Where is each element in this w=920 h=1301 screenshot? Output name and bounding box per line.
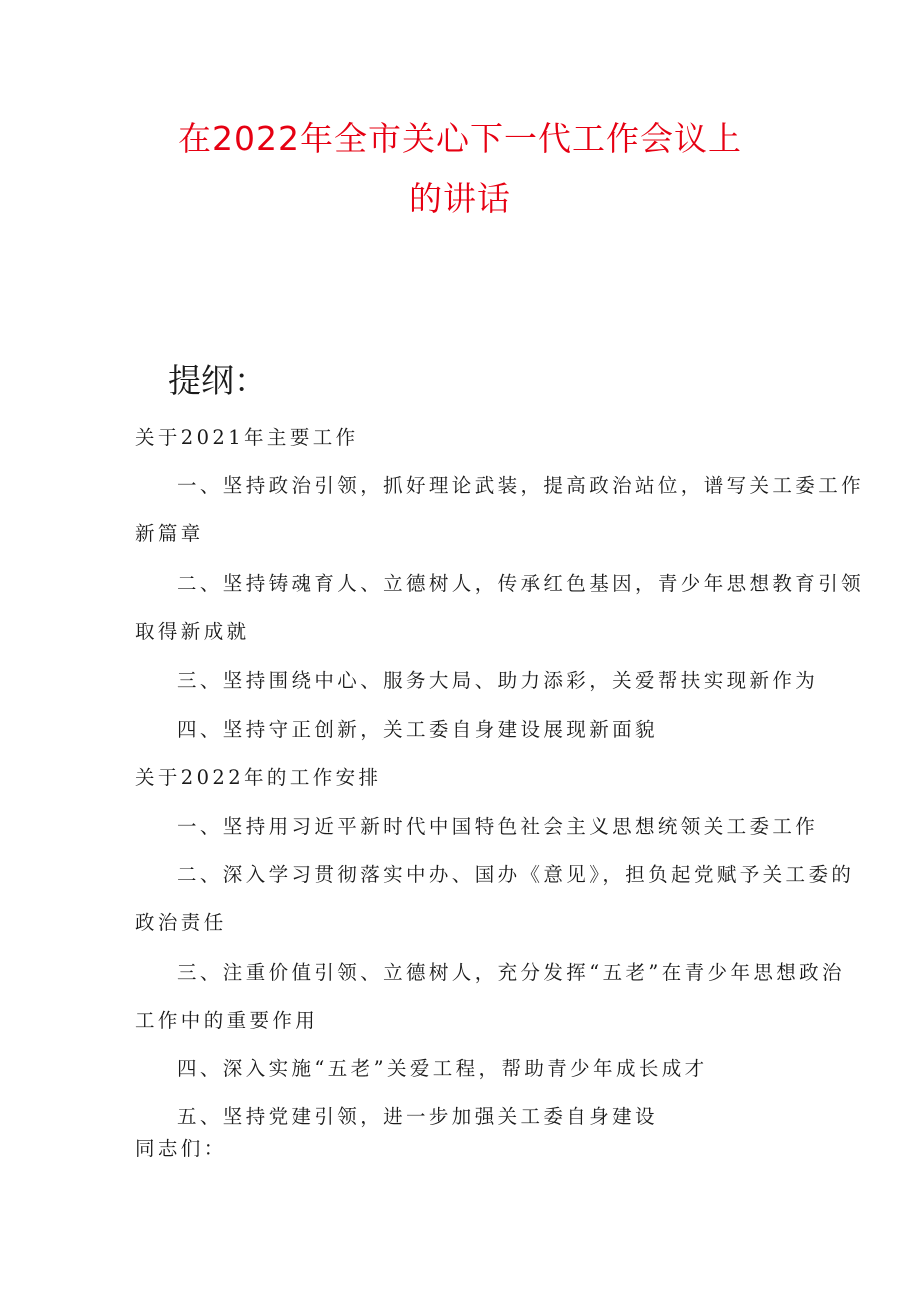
outline-item-2021-2-cont: 取得新成就: [135, 620, 250, 643]
section-heading-2021: 关于2021年主要工作: [135, 426, 359, 449]
outline-item-2021-4: 四、坚持守正创新，关工委自身建设展现新面貌: [177, 718, 658, 741]
outline-item-2022-4: 四、深入实施“五老”关爱工程，帮助青少年成长成才: [177, 1057, 708, 1080]
section-heading-2022: 关于2022年的工作安排: [135, 766, 382, 789]
speech-title-line-1: 在2022年全市关心下一代工作会议上: [178, 119, 742, 158]
outline-item-2021-3: 三、坚持围绕中心、服务大局、助力添彩，关爱帮扶实现新作为: [177, 669, 819, 692]
outline-item-2022-1: 一、坚持用习近平新时代中国特色社会主义思想统领关工委工作: [177, 815, 819, 838]
outline-item-2022-2: 二、深入学习贯彻落实中办、国办《意见》，担负起党赋予关工委的: [177, 863, 855, 886]
outline-item-2022-3-cont: 工作中的重要作用: [135, 1009, 319, 1032]
salutation: 同志们：: [135, 1137, 227, 1160]
speech-title-line-2: 的讲话: [409, 179, 511, 218]
outline-item-2021-2: 二、坚持铸魂育人、立德树人，传承红色基因，青少年思想教育引领: [177, 572, 865, 595]
outline-item-2021-1: 一、坚持政治引领，抓好理论武装，提高政治站位，谱写关工委工作: [177, 474, 865, 497]
outline-item-2021-1-cont: 新篇章: [135, 522, 204, 545]
outline-item-2022-3: 三、注重价值引领、立德树人，充分发挥“五老”在青少年思想政治: [177, 961, 845, 984]
outline-heading: 提纲：: [168, 361, 267, 400]
outline-item-2022-5: 五、坚持党建引领，进一步加强关工委自身建设: [177, 1105, 658, 1128]
outline-item-2022-2-cont: 政治责任: [135, 911, 227, 934]
